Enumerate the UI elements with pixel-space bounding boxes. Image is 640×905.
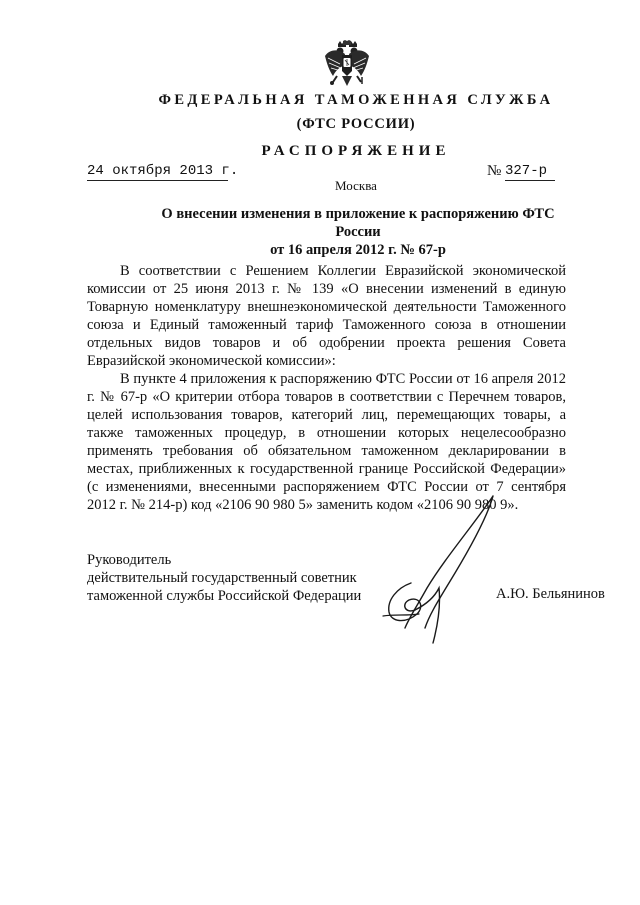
city: Москва: [335, 178, 377, 193]
document-subject: [150, 205, 566, 259]
body-paragraph-1: В соответствии с Решением Коллегии Евразийской экономической комиссии от 25 июня 2013 г. № 139 «О внесении изменений в единую Товарную номенклатуру внешнеэкономической деятельности Таможенного союза и Единый таможенный тариф Таможенного союза в отношении отдельных видов товаров и об одобрении проекта решения Совета Евразийской экономической комиссии»:: [87, 263, 566, 369]
emblem: [323, 40, 371, 90]
number-sign: №: [487, 163, 502, 179]
subject-line-2: от 16 апреля 2012 г. № 67-р: [270, 242, 446, 258]
signatory-title: [87, 551, 361, 605]
signatory-line-1: Руководитель: [87, 552, 172, 568]
signatory-name: А.Ю. Бельянинов: [496, 586, 605, 602]
document-date: 24 октября 2013 г.: [87, 163, 239, 179]
body-paragraph-2: В пункте 4 приложения к распоряжению ФТС России от 16 апреля 2012 г. № 67-р «О критерии отбора товаров в соответствии с Перечнем товаров, целей использования товаров, категорий лиц, перемещающих товары, а также таможенных процедур, в отношении которых нецелесообразно применять требования об обязательном таможенном декларировании в местах, приближенных к государственной границе Российской Федерации» (с изменениями, внесенными распоряжением ФТС России от 7 сентября 2012 г. № 214-р) код «2106 90 980 5» заменить кодом «2106 90 980 9».: [87, 371, 566, 513]
agency-short-name: (ФТС РОССИИ): [296, 116, 416, 132]
document-type: РАСПОРЯЖЕНИЕ: [261, 143, 451, 159]
signatory-line-2: действительный государственный советник: [87, 570, 357, 586]
russian-coat-of-arms-icon: [323, 40, 371, 90]
signatory-line-3: таможенной службы Российской Федерации: [87, 588, 362, 604]
agency-name: ФЕДЕРАЛЬНАЯ ТАМОЖЕННАЯ СЛУЖБА: [158, 92, 554, 108]
handwritten-signature: [375, 478, 525, 653]
subject-line-1: О внесении изменения в приложение к распоряжению ФТС России: [161, 206, 555, 240]
document-number: 327-р: [505, 163, 555, 181]
